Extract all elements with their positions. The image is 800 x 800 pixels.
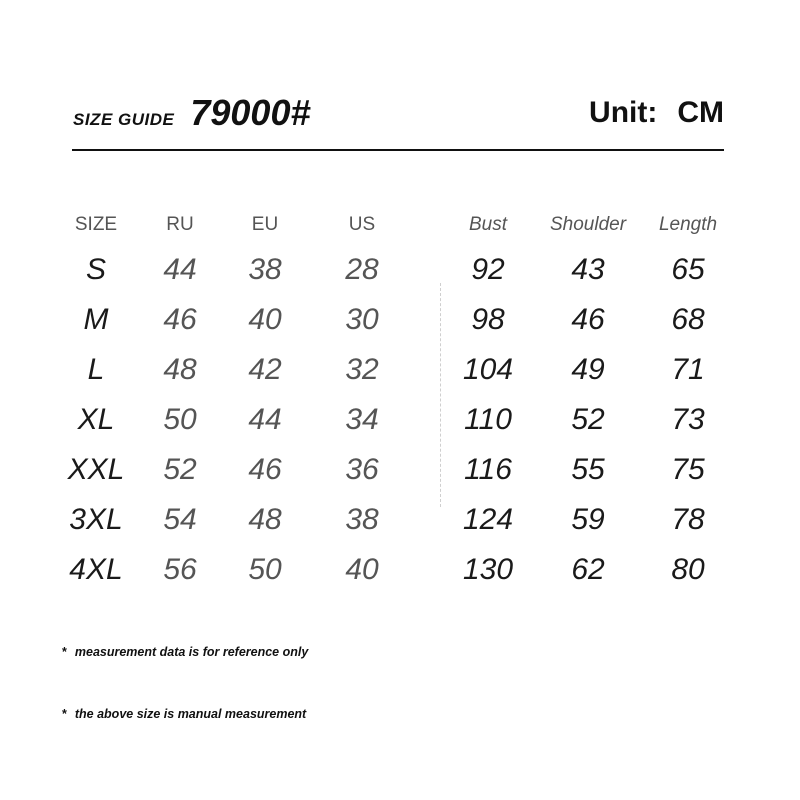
note-reference	[62, 645, 308, 659]
size-label: L	[87, 353, 105, 386]
table-cell: 68	[671, 303, 705, 336]
table-cell: 55	[571, 453, 605, 486]
unit-value: CM	[677, 96, 724, 129]
table-cell: 38	[248, 253, 282, 286]
table-cell: 30	[345, 303, 379, 336]
size-label: XL	[77, 403, 115, 436]
table-cell: 48	[248, 503, 282, 536]
note-text: measurement data is for reference only	[74, 645, 309, 659]
column-header: Shoulder	[549, 214, 627, 235]
table-cell: 73	[671, 403, 705, 436]
table-cell: 50	[163, 403, 197, 436]
note-manual	[62, 707, 306, 721]
table-cell: 104	[462, 353, 514, 386]
table-cell: 49	[571, 353, 605, 386]
table-cell: 46	[571, 303, 605, 336]
table-cell: 40	[345, 553, 379, 586]
column-header: EU	[251, 214, 279, 235]
table-cell: 34	[345, 403, 379, 436]
table-cell: 46	[163, 303, 197, 336]
table-cell: 78	[671, 503, 705, 536]
column-header: RU	[166, 214, 194, 235]
table-cell: 98	[471, 303, 505, 336]
style-number: 79000#	[190, 92, 311, 133]
size-label: S	[85, 253, 106, 286]
table-cell: 28	[345, 253, 379, 286]
note-text: the above size is manual measurement	[74, 707, 307, 721]
table-cell: 36	[345, 453, 379, 486]
table-cell: 75	[671, 453, 705, 486]
table-cell: 48	[163, 353, 197, 386]
table-cell: 130	[462, 553, 514, 586]
column-header: Bust	[468, 214, 508, 235]
column-header: Length	[658, 214, 718, 235]
table-cell: 54	[163, 503, 197, 536]
table-cell: 56	[163, 553, 197, 586]
table-cell: 124	[462, 503, 514, 536]
table-cell: 52	[571, 403, 605, 436]
table-cell: 110	[464, 403, 512, 436]
table-cell: 40	[248, 303, 282, 336]
table-cell: 43	[571, 253, 605, 286]
size-label: 4XL	[69, 553, 123, 586]
column-divider	[440, 283, 441, 507]
table-cell: 92	[471, 253, 505, 286]
table-cell: 42	[248, 353, 282, 386]
table-cell: 65	[671, 253, 705, 286]
table-cell: 62	[571, 553, 605, 586]
table-cell: 46	[248, 453, 282, 486]
table-cell: 116	[464, 453, 512, 486]
note-bullet: *	[62, 707, 67, 721]
table-cell: 59	[571, 503, 605, 536]
table-cell: 44	[163, 253, 197, 286]
table-cell: 44	[248, 403, 282, 436]
size-guide-label: SIZE GUIDE	[73, 110, 175, 129]
size-label: 3XL	[69, 503, 123, 536]
size-label: XXL	[67, 453, 125, 486]
note-bullet: *	[62, 645, 67, 659]
column-header: SIZE	[74, 214, 118, 235]
table-cell: 38	[345, 503, 379, 536]
size-label: M	[83, 303, 109, 336]
unit-label: Unit:	[589, 96, 658, 129]
table-cell: 52	[163, 453, 197, 486]
table-cell: 71	[671, 353, 705, 386]
table-cell: 32	[345, 353, 379, 386]
table-cell: 50	[248, 553, 282, 586]
table-cell: 80	[671, 553, 705, 586]
column-header: US	[348, 214, 376, 235]
